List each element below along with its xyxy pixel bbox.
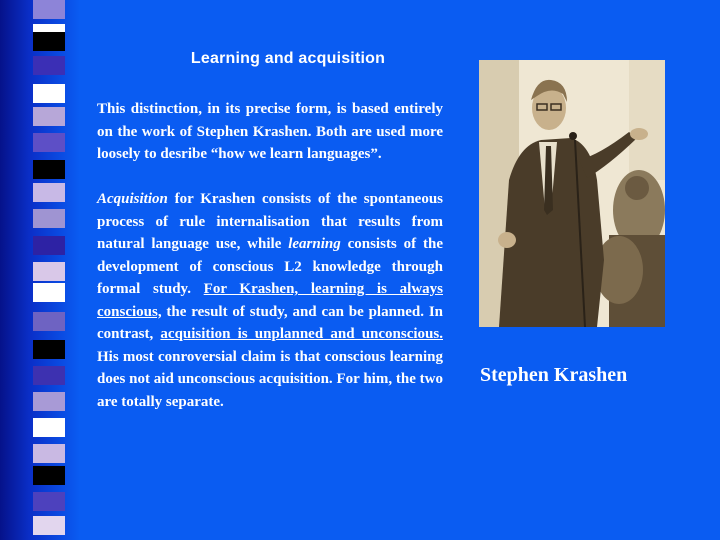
strip-square xyxy=(33,0,65,19)
strip-square xyxy=(33,516,65,535)
strip-square xyxy=(33,262,65,281)
strip-square xyxy=(33,392,65,411)
strip-square xyxy=(33,236,65,255)
strip-square xyxy=(33,466,65,485)
strip-square xyxy=(33,340,65,359)
strip-square xyxy=(33,133,65,152)
text-run: consists of the development of conscious L2 knowledge through formal study. xyxy=(97,236,443,297)
slide-title: Learning and acquisition xyxy=(190,50,386,67)
strip-square xyxy=(33,283,65,302)
strip-square xyxy=(33,32,65,51)
paragraph-distinction: This distinction, in its precise form, is based entirely on the work of Stephen Krashen. Both are used more loosely to desribe “how we learn languages”. xyxy=(97,101,443,162)
term-learning: learning xyxy=(288,236,341,252)
term-acquisition: Acquisition xyxy=(97,191,168,207)
strip-square xyxy=(33,444,65,463)
strip-square xyxy=(33,183,65,202)
strip-square xyxy=(33,366,65,385)
strip-square xyxy=(33,209,65,228)
text-run: for Krashen consists of the spontaneous process of rule internalisation that results from natural language use, while xyxy=(97,191,443,252)
strip-square xyxy=(33,160,65,179)
strip-square xyxy=(33,418,65,437)
text-run: the result of study, and can be planned. In contrast, xyxy=(97,303,443,342)
strip-square xyxy=(33,84,65,103)
strip-square xyxy=(33,492,65,511)
paragraph-krashen-claims xyxy=(97,188,443,413)
strip-square xyxy=(33,56,65,75)
decorative-square-strip xyxy=(0,0,80,540)
text-run: His most conroversial claim is that conscious learning does not aid unconscious acquisition. For him, the two are totally separate. xyxy=(97,348,443,410)
photo-illustration xyxy=(479,60,665,327)
underlined-learning-conscious: For Krashen, learning is always conscious, xyxy=(97,281,443,320)
krashen-photo xyxy=(479,60,665,327)
strip-square xyxy=(33,107,65,126)
slide-body-text xyxy=(97,98,443,413)
photo-caption: Stephen Krashen xyxy=(480,364,628,386)
underlined-acquisition-unconscious: acquisition is unplanned and unconscious. xyxy=(160,326,443,342)
strip-square xyxy=(33,312,65,331)
